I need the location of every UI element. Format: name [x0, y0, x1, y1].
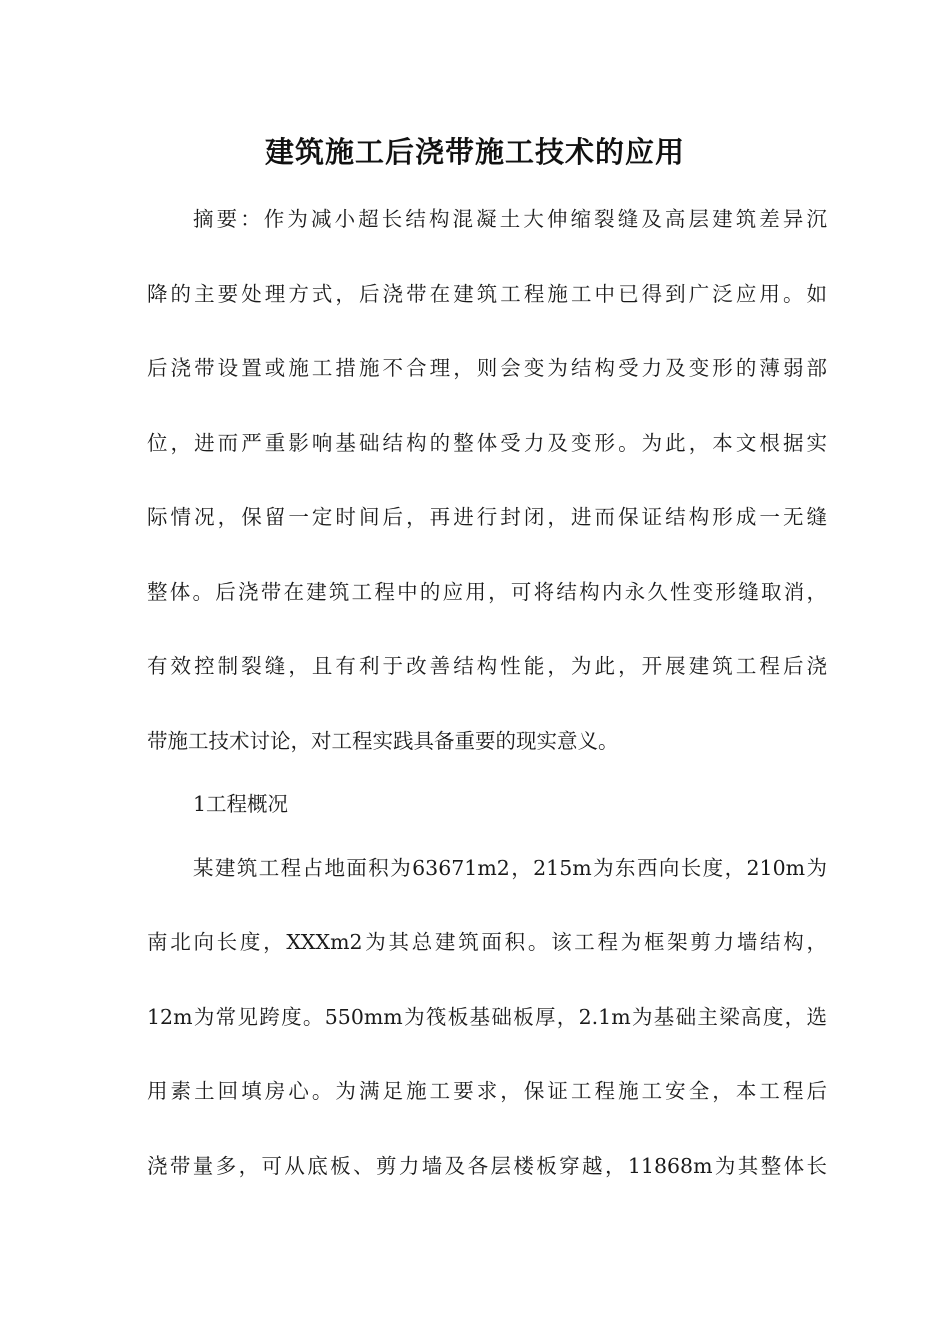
body-line-2: 南北向长度，XXXm2为其总建筑面积。该工程为框架剪力墙结构，	[147, 930, 827, 954]
abstract-line-6: 整体。后浇带在建筑工程中的应用，可将结构内永久性变形缝取消，	[147, 580, 827, 604]
abstract-line-8: 带施工技术讨论，对工程实践具备重要的现实意义。	[147, 729, 619, 753]
abstract-line-4: 位，进而严重影响基础结构的整体受力及变形。为此，本文根据实	[147, 431, 827, 455]
abstract-line-7: 有效控制裂缝，且有利于改善结构性能，为此，开展建筑工程后浇	[147, 654, 827, 678]
body-line-1: 某建筑工程占地面积为63671m2，215m为东西向长度，210m为	[193, 856, 827, 880]
section-heading: 1工程概况	[193, 792, 289, 816]
body-line-4: 用素土回填房心。为满足施工要求，保证工程施工安全，本工程后	[147, 1079, 827, 1103]
abstract-line-2: 降的主要处理方式，后浇带在建筑工程施工中已得到广泛应用。如	[147, 282, 827, 306]
body-line-5: 浇带量多，可从底板、剪力墙及各层楼板穿越，11868m为其整体长	[147, 1154, 827, 1178]
abstract-line-5: 际情况，保留一定时间后，再进行封闭，进而保证结构形成一无缝	[147, 505, 827, 529]
abstract-line-3: 后浇带设置或施工措施不合理，则会变为结构受力及变形的薄弱部	[147, 356, 827, 380]
abstract-line-1: 摘要：作为减小超长结构混凝土大伸缩裂缝及高层建筑差异沉	[193, 207, 827, 231]
body-line-3: 12m为常见跨度。550mm为筏板基础板厚，2.1m为基础主梁高度，选	[147, 1005, 827, 1029]
document-title: 建筑施工后浇带施工技术的应用	[264, 135, 685, 169]
